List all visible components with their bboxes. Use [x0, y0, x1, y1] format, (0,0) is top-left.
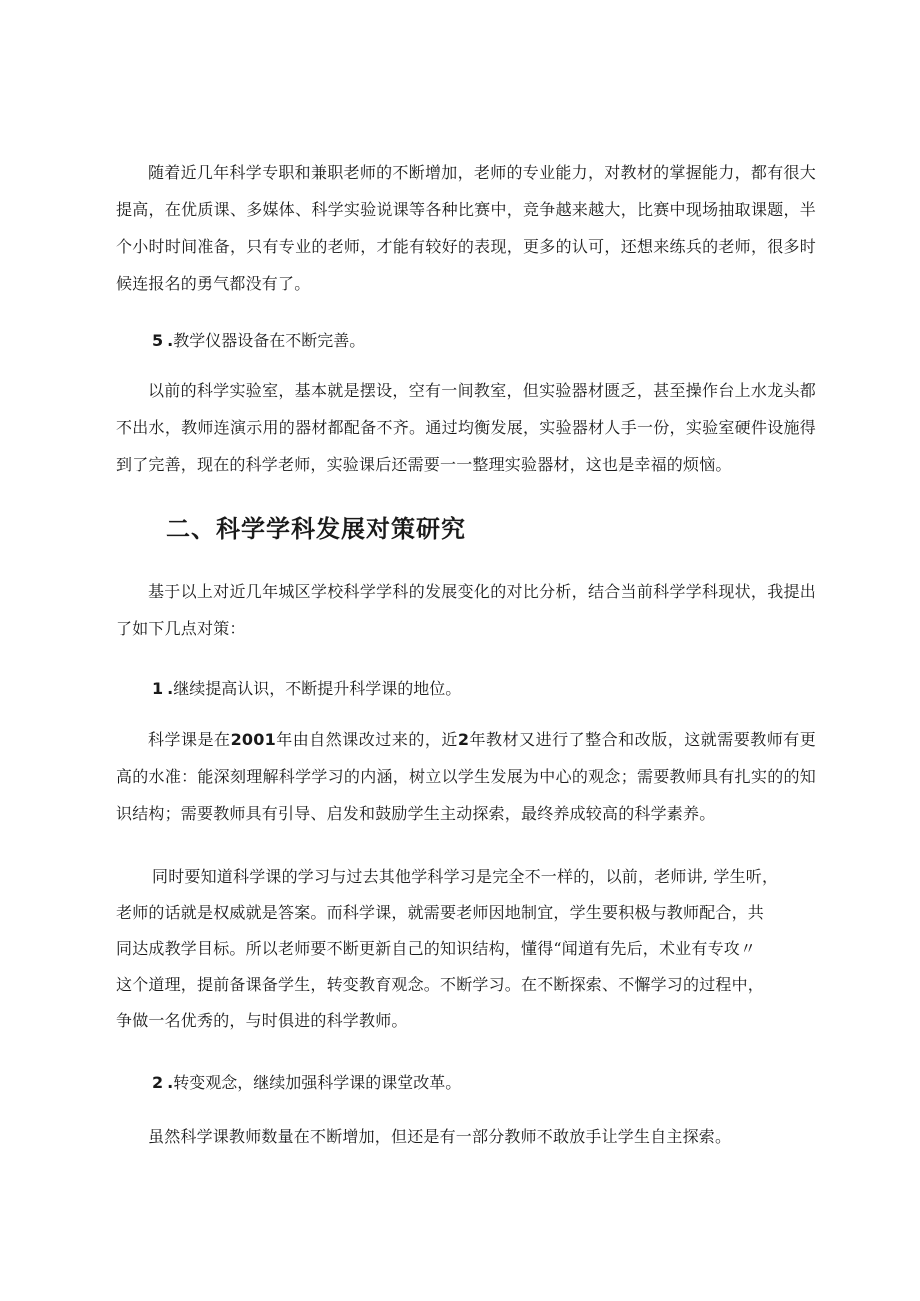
heading-dot: .	[167, 679, 174, 698]
text-segment: 年由自然课改过来的，近	[275, 730, 458, 749]
heading-item-1	[152, 676, 461, 702]
text-line: 老师的话就是权威就是答案。而科学课，就需要老师因地制宜，学生要积极与教师配合，共	[116, 903, 765, 922]
text-line: 同达成教学目标。所以老师要不断更新自己的知识结构，懂得“闻道有先后，术业有专攻〃	[116, 939, 757, 958]
text-line: 同时要知道科学课的学习与过去其他学科学习是完全不一样的，以前，老师讲, 学生听，	[152, 867, 779, 886]
paragraph-teacher-ability: 随着近几年科学专职和兼职老师的不断增加，老师的专业能力，对教材的掌握能力，都有很大提高，在优质课、多媒体、科学实验说课等各种比赛中，竞争越来越大，比赛中现场抽取课题，半个小时时间准备，只有专业的老师，才能有较好的表现，更多的认可，还想来练兵的老师，很多时候连报名的勇气都没有了。	[116, 163, 816, 293]
heading-text: 继续提高认识，不断提升科学课的地位。	[173, 679, 462, 698]
heading-item-2	[152, 1070, 461, 1096]
paragraph-classroom-reform: 虽然科学课教师数量在不断增加，但还是有一部分教师不敢放手让学生自主探索。	[148, 1127, 732, 1146]
heading-text: 转变观念，继续加强科学课的课堂改革。	[173, 1073, 462, 1092]
section-title: 二、科学学科发展对策研究	[166, 514, 466, 543]
text-segment: 年教材又进行了整合和改版，这就需要教师有更高的水准：能深刻理解科学学习的内涵，树立以学生发展为中心的观念；需要教师具有扎实的的知识结构；需要教师具有引导、启发和鼓励学生主动探索，最终养成较高的科学素养。	[116, 730, 817, 823]
paragraph-strategy-intro: 基于以上对近几年城区学校科学学科的发展变化的对比分析，结合当前科学学科现状，我提出了如下几点对策：	[116, 582, 816, 638]
paragraph-curriculum-history	[116, 721, 816, 832]
heading-dot: .	[167, 331, 174, 350]
year-value: 2001	[230, 730, 276, 749]
years-value: 2	[457, 730, 470, 749]
heading-number: 5	[152, 331, 164, 350]
heading-dot: .	[167, 1073, 174, 1092]
heading-item-5	[152, 328, 365, 354]
heading-number: 2	[152, 1073, 164, 1092]
text-line: 争做一名优秀的，与时俱进的科学教师。	[116, 1011, 408, 1030]
paragraph-lab-equipment: 以前的科学实验室，基本就是摆设，空有一间教室，但实验器材匮乏，甚至操作台上水龙头都不出水，教师连演示用的器材都配备不齐。通过均衡发展，实验器材人手一份，实验室硬件设施得到了完善，现在的科学老师，实验课后还需要一一整理实验器材，这也是幸福的烦恼。	[116, 381, 816, 474]
heading-number: 1	[152, 679, 164, 698]
text-line: 这个道理，提前备课备学生，转变教育观念。不断学习。在不断探索、不懈学习的过程中，	[116, 975, 765, 994]
heading-text: 教学仪器设备在不断完善。	[173, 331, 366, 350]
text-segment: 科学课是在	[148, 730, 231, 749]
